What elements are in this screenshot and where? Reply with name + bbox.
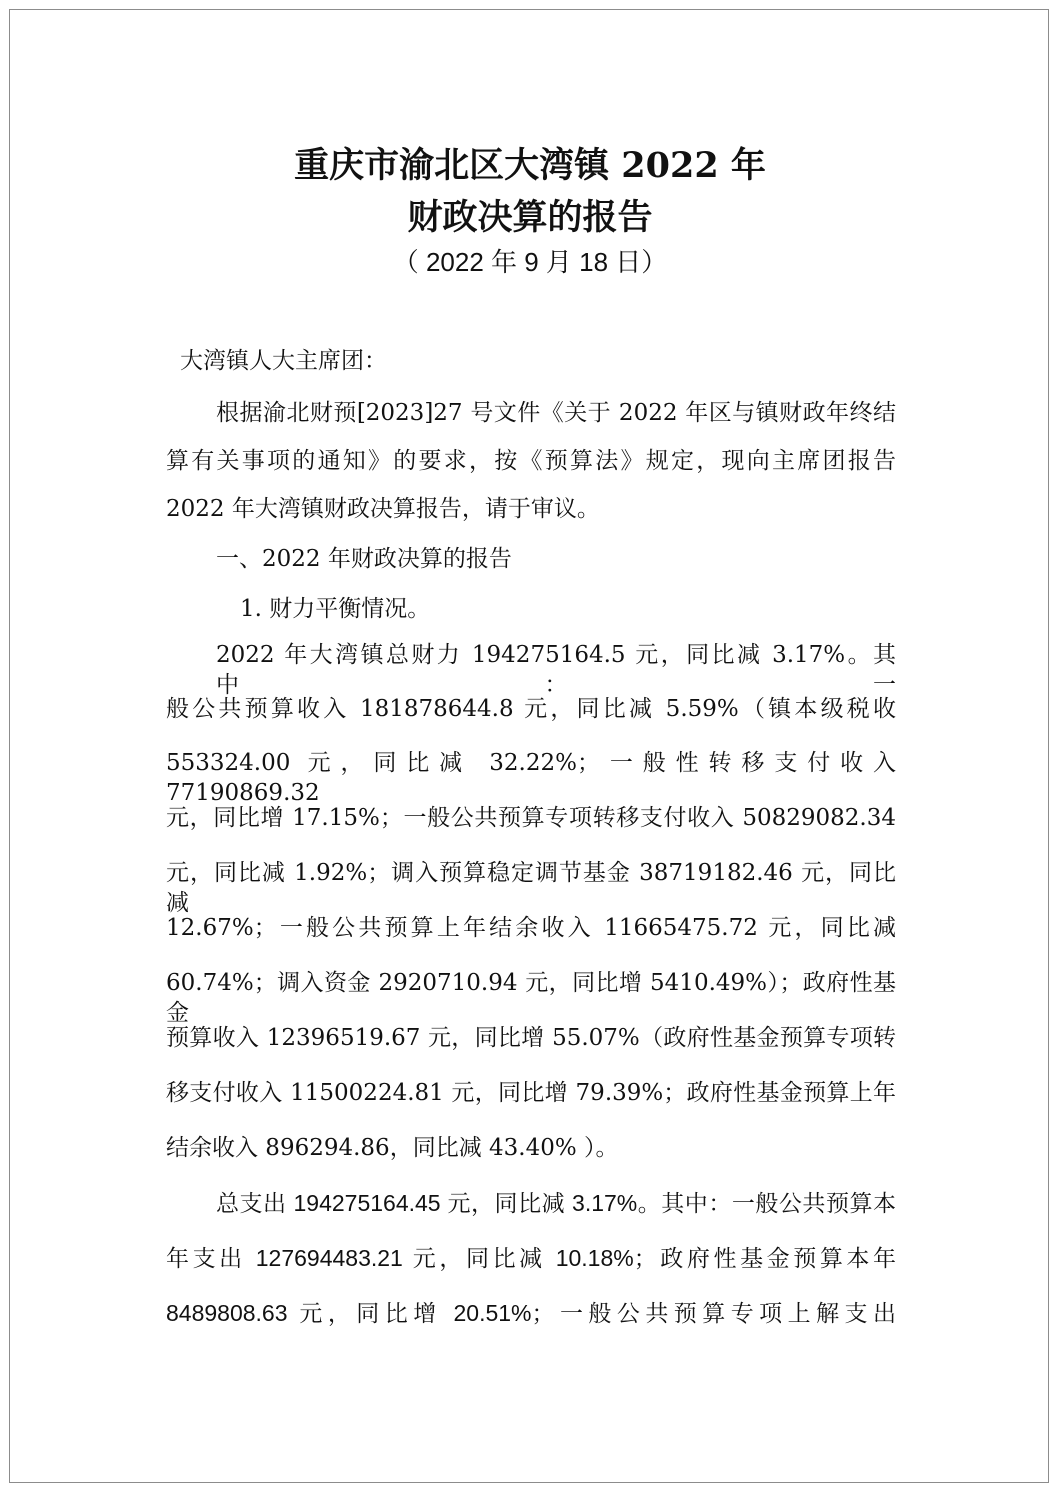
- section-heading: 一、2022 年财政决算的报告: [216, 546, 512, 572]
- document-title-line-1: 重庆市渝北区大湾镇 2022 年: [294, 145, 766, 186]
- document-title-line-2: 财政决算的报告: [407, 197, 653, 238]
- subsection-heading: 1. 财力平衡情况。: [240, 596, 431, 622]
- revenue-line-2: 般公共预算收入 181878644.8 元，同比减 5.59%（镇本级税收: [166, 696, 896, 722]
- revenue-line-8: 预算收入 12396519.67 元，同比增 55.07%（政府性基金预算专项转: [166, 1025, 896, 1051]
- revenue-line-5: 元，同比减 1.92%；调入预算稳定调节基金 38719182.46 元，同比减: [166, 860, 896, 916]
- revenue-line-1: 2022 年大湾镇总财力 194275164.5 元，同比减 3.17%。其中：一: [216, 642, 896, 698]
- expenditure-line-1: 总支出 194275164.45 元，同比减 3.17%。其中：一般公共预算本: [216, 1190, 896, 1216]
- expenditure-line-3: 8489808.63 元，同比增 20.51%；一般公共预算专项上解支出: [166, 1300, 896, 1326]
- document-date: （ 2022 年 9 月 18 日）: [392, 247, 668, 277]
- revenue-line-10: 结余收入 896294.86，同比减 43.40% ）。: [166, 1135, 619, 1161]
- revenue-line-6: 12.67%；一般公共预算上年结余收入 11665475.72 元，同比减: [166, 915, 896, 941]
- revenue-line-9: 移支付收入 11500224.81 元，同比增 79.39%；政府性基金预算上年: [166, 1080, 896, 1106]
- revenue-line-7: 60.74%；调入资金 2920710.94 元，同比增 5410.49%）；政府性基金: [166, 970, 896, 1026]
- intro-line-2: 算有关事项的通知》的要求，按《预算法》规定，现向主席团报告: [166, 448, 896, 474]
- intro-line-1: 根据渝北财预[2023]27 号文件《关于 2022 年区与镇财政年终结: [216, 400, 896, 426]
- revenue-line-4: 元，同比增 17.15%；一般公共预算专项转移支付收入 50829082.34: [166, 805, 896, 831]
- expenditure-line-2: 年支出 127694483.21 元，同比减 10.18%；政府性基金预算本年: [166, 1245, 896, 1271]
- salutation: 大湾镇人大主席团：: [180, 348, 387, 374]
- revenue-line-3: 553324.00 元，同比减 32.22%；一般性转移支付收入 77190869.32: [166, 750, 896, 806]
- intro-line-3: 2022 年大湾镇财政决算报告，请于审议。: [166, 496, 600, 522]
